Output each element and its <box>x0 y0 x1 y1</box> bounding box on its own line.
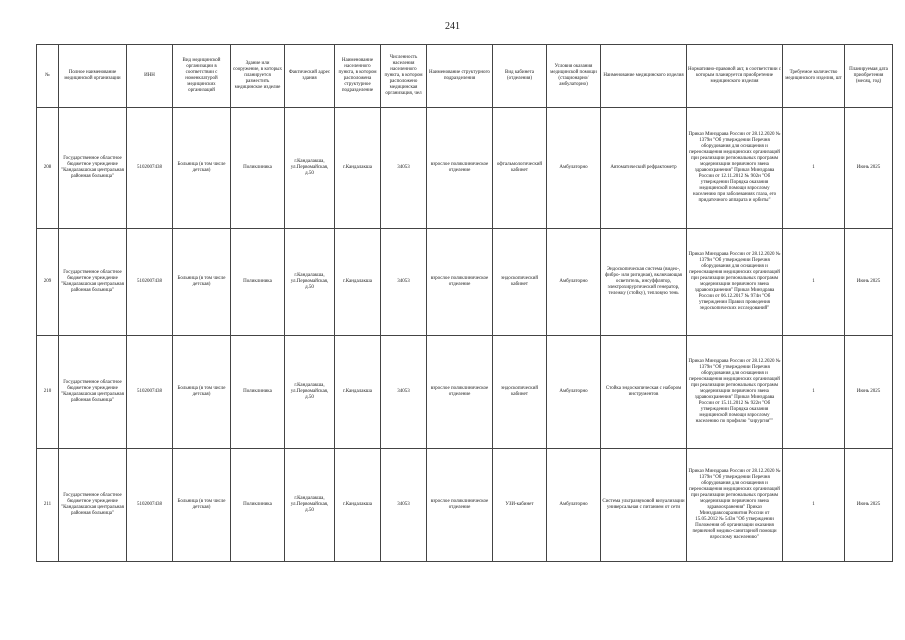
page-number: 241 <box>445 21 460 32</box>
table-row <box>37 449 893 562</box>
cell-number: 209 <box>37 229 59 336</box>
equipment-register-table <box>36 44 893 562</box>
cell-number: 211 <box>37 449 59 562</box>
cell-settlement: г.Кандалакша <box>335 336 381 449</box>
cell-room: УЗИ-кабинет <box>493 449 547 562</box>
table-row <box>37 336 893 449</box>
cell-device: Автоматический рефрактометр <box>601 108 687 229</box>
cell-population: 34053 <box>381 336 427 449</box>
cell-conditions: Амбулаторно <box>547 336 601 449</box>
cell-number: 210 <box>37 336 59 449</box>
cell-address: г.Кандалакша, ул.Первомайская, д.50 <box>285 336 335 449</box>
header-inn: ИНН <box>127 45 173 108</box>
header-room: Вид кабинета (отделения) <box>493 45 547 108</box>
cell-conditions: Амбулаторно <box>547 449 601 562</box>
cell-unit: взрослое поликлиническое отделение <box>427 108 493 229</box>
cell-settlement: г.Кандалакша <box>335 108 381 229</box>
cell-conditions: Амбулаторно <box>547 108 601 229</box>
header-address: Фактический адрес здания <box>285 45 335 108</box>
header-settlement: Наименование населенного пункта, в котором расположена структурное подразделение <box>335 45 381 108</box>
cell-organization: Государственное областное бюджетное учреждение "Кандалакшская центральная районная больница" <box>59 336 127 449</box>
cell-inn: 5102007438 <box>127 229 173 336</box>
cell-address: г.Кандалакша, ул.Первомайская, д.50 <box>285 449 335 562</box>
table-row <box>37 108 893 229</box>
header-full-name: Полное наименование медицинской организации <box>59 45 127 108</box>
cell-org-type: Больница (в том числе детская) <box>173 108 231 229</box>
cell-order: Приказ Минздрава России от 28.12.2020 № 1379н "Об утверждении Перечня оборудования для оснащения и переоснащения медицинских организаций при реализации региональных программ модернизации первичного звена здравоохранения" Приказ Минздравсоцразвития России от 15.05.2012 № 543н "Об утверждении Положения об организации оказания первичной медико-санитарной помощи взрослому населению" <box>687 449 783 562</box>
cell-order: Приказ Минздрава России от 28.12.2020 № 1379н "Об утверждении Перечня оборудования для оснащения и переоснащения медицинских организаций при реализации региональных программ модернизации первичного звена здравоохранения" Приказ Минздрава России от 12.11.2012 № 902н "Об утверждении Порядка оказания медицинской помощи взрослому населению при заболеваниях глаза, его придаточного аппарата и орбиты" <box>687 108 783 229</box>
cell-quantity: 1 <box>783 229 845 336</box>
cell-order: Приказ Минздрава России от 28.12.2020 № 1379н "Об утверждении Перечня оборудования для оснащения и переоснащения медицинских организаций при реализации региональных программ модернизации первичного звена здравоохранения" Приказ Минздрава России от 15.11.2012 № 922н "Об утверждении Порядка оказания медицинской помощи взрослому населению по профилю "хирургия"" <box>687 336 783 449</box>
cell-date: Июнь 2025 <box>845 108 893 229</box>
header-order: Нормативно-правовой акт, в соответствии с которым планируется приобретение медицинского изделия <box>687 45 783 108</box>
cell-building: Поликлиника <box>231 229 285 336</box>
cell-unit: взрослое поликлиническое отделение <box>427 449 493 562</box>
cell-population: 34053 <box>381 108 427 229</box>
cell-date: Июнь 2025 <box>845 449 893 562</box>
cell-room: эндоскопический кабинет <box>493 336 547 449</box>
cell-org-type: Больница (в том числе детская) <box>173 449 231 562</box>
cell-conditions: Амбулаторно <box>547 229 601 336</box>
cell-date: Июнь 2025 <box>845 336 893 449</box>
header-number: № <box>37 45 59 108</box>
cell-unit: взрослое поликлиническое отделение <box>427 336 493 449</box>
cell-inn: 5102007438 <box>127 108 173 229</box>
cell-population: 34053 <box>381 449 427 562</box>
table-header-row <box>37 45 893 108</box>
cell-order: Приказ Минздрава России от 28.12.2020 № 1379н "Об утверждении Перечня оборудования для оснащения и переоснащения медицинских организаций при реализации региональных программ модернизации первичного звена здравоохранения" Приказ Минздрава России от 06.12.2017 № 974н "Об утверждении Правил проведения эндоскопических исследований" <box>687 229 783 336</box>
cell-quantity: 1 <box>783 336 845 449</box>
cell-org-type: Больница (в том числе детская) <box>173 229 231 336</box>
cell-org-type: Больница (в том числе детская) <box>173 336 231 449</box>
cell-settlement: г.Кандалакша <box>335 449 381 562</box>
header-quantity: Требуемое количество медицинского изделия, шт <box>783 45 845 108</box>
cell-building: Поликлиника <box>231 449 285 562</box>
header-device: Наименование медицинского изделия <box>601 45 687 108</box>
header-date: Планируемая дата приобретения (месяц, год) <box>845 45 893 108</box>
cell-device: Система ультразвуковой визуализации универсальная с питанием от сети <box>601 449 687 562</box>
cell-inn: 5102007438 <box>127 336 173 449</box>
cell-address: г.Кандалакша, ул.Первомайская, д.50 <box>285 229 335 336</box>
cell-organization: Государственное областное бюджетное учреждение "Кандалакшская центральная районная больница" <box>59 449 127 562</box>
cell-number: 208 <box>37 108 59 229</box>
cell-settlement: г.Кандалакша <box>335 229 381 336</box>
header-unit: Наименование структурного подразделения <box>427 45 493 108</box>
cell-address: г.Кандалакша, ул.Первомайская, д.50 <box>285 108 335 229</box>
cell-organization: Государственное областное бюджетное учреждение "Кандалакшская центральная районная больница" <box>59 108 127 229</box>
cell-unit: взрослое поликлиническое отделение <box>427 229 493 336</box>
cell-device: Эндоскопическая система (видео-, фибро- или ригидная), включающая осветитель, инсуффлятор, электрохирургический генератор, тележку (стойку), тепловую тень <box>601 229 687 336</box>
cell-building: Поликлиника <box>231 336 285 449</box>
cell-room: офтальмологический кабинет <box>493 108 547 229</box>
cell-organization: Государственное областное бюджетное учреждение "Кандалакшская центральная районная больница" <box>59 229 127 336</box>
table-body <box>37 108 893 562</box>
cell-building: Поликлиника <box>231 108 285 229</box>
cell-inn: 5102007438 <box>127 449 173 562</box>
table-row <box>37 229 893 336</box>
cell-quantity: 1 <box>783 108 845 229</box>
header-building: Здание или сооружение, в которых планируется разместить медицинское изделие <box>231 45 285 108</box>
cell-device: Стойка эндоскопическая с набором инструментов <box>601 336 687 449</box>
cell-date: Июнь 2025 <box>845 229 893 336</box>
header-conditions: Условия оказания медицинской помощи (стационарно/амбулаторно) <box>547 45 601 108</box>
cell-room: эндоскопический кабинет <box>493 229 547 336</box>
header-org-type: Вид медицинской организации в соответствии с номенклатурой медицинских организаций <box>173 45 231 108</box>
header-population: Численность населения населенного пункта, в котором расположено медицинская организация, чел <box>381 45 427 108</box>
cell-quantity: 1 <box>783 449 845 562</box>
cell-population: 34053 <box>381 229 427 336</box>
